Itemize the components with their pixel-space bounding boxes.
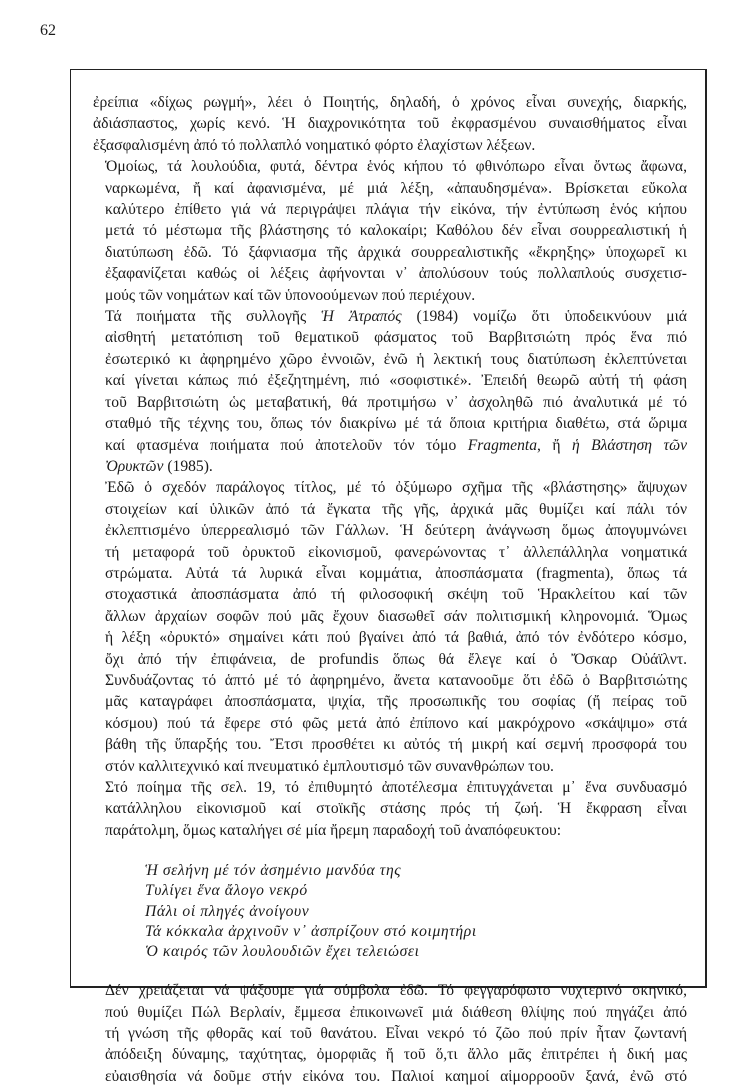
text-line: Τά ποιήματα τῆς συλλογῆς Ἡ Ἀτραπός (1984) νομίζω ὅτι ὑποδεικνύουν μιά — [105, 308, 687, 326]
closing-paragraph — [93, 980, 687, 1087]
text-line: διατύπωση ἐδῶ. Τό ξάφνιασμα τῆς ἀρχικά σουρρεαλιστικῆς «ἔκρηξης» ὑποχωρεῖ κι — [105, 243, 687, 261]
text-line: εὐαισθησία νά δοῦμε στήν εἰκόνα του. Παλιοί καημοί αἱμορροοῦν ξανά, ἐνῶ στό — [105, 1067, 687, 1085]
text-line: καλύτερο ἐπίθετο γιά νά περιγράψει πλάγια τήν εἰκόνα, τήν ἐντύπωση ἑνός κήπου — [105, 201, 687, 219]
text-line: Ὀρυκτῶν (1985). — [105, 457, 213, 475]
text-line: ἄλλων ἀρχαίων σοφῶν πού μᾶς ἔχουν διασωθεῖ σάν πολιτισμική κληρονομιά. Ὅμως — [105, 607, 687, 625]
italic-title: Fragmenta — [467, 436, 537, 454]
text-line: στοχαστικά ἀποσπάσματα ἀπό τή φιλοσοφική σκέψη τοῦ Ἡρακλείτου καί τῶν — [105, 586, 687, 604]
text-line: ἐξασφαλισμένη ἀπό τό πολλαπλό νοηματικό φόρτο ἐλαχίστων λέξεων. — [93, 136, 536, 154]
text-line: ἀπόδειξη δύναμης, ταχύτητας, ὀμορφιᾶς ἤ τοῦ ὅ,τι ἄλλο μᾶς ἐπιτρέπει ἡ δική μας — [105, 1046, 687, 1064]
text-line: μετά τό μέστωμα τῆς βλάστησης τό καλοκαίρι; Καθόλου δέν εἶναι σουρρεαλιστική ἡ — [105, 222, 687, 240]
text-line: στοιχείων καί ὑλικῶν ἀπό τά ἔγκατα τῆς γῆς, ἀρχικά μᾶς θυμίζει καί πάλι τόν — [105, 500, 687, 518]
paragraph — [93, 777, 687, 841]
page-body — [93, 92, 687, 1087]
text-line: μούς τῶν νοημάτων καί τῶν ὑπονοούμενων πού περιέχουν. — [105, 286, 476, 304]
text-line: Ἐδῶ ὁ σχεδόν παράλογος τίτλος, μέ τό ὀξύμωρο σχῆμα τῆς «βλάστησης» ἄψυχων — [105, 479, 687, 497]
text-line: ὄχι ἀπό τήν ἐπιφάνεια, de profundis ὅπως θά ἔλεγε καί ὁ Ὄσκαρ Οὐάϊλντ. — [105, 650, 687, 668]
text-line: αἰσθητή μετατόπιση τοῦ θεματικοῦ φάσματος τοῦ Βαρβιτσιώτη πρός ἕνα πιό — [105, 329, 687, 347]
italic-title: ἡ Βλάστηση τῶν — [571, 436, 687, 454]
text-line: τή γνώση τῆς φθορᾶς καί τοῦ θανάτου. Εἶναι νεκρό τό ζῶο πού πρίν ἦταν ζωντανή — [105, 1025, 687, 1043]
text-line: Συνδυάζοντας τό ἁπτό μέ τό ἀφηρημένο, ἄνετα κατανοοῦμε ὅτι ἐδῶ ὁ Βαρβιτσιώτης — [105, 671, 687, 689]
text-line: στόν καλλιτεχνικό καί πνευματικό ἐμπλουτισμό τῶν συνανθρώπων του. — [105, 757, 554, 775]
text-line: πού θυμίζει Πώλ Βερλαίν, ἔμμεσα ἐπικοινωνεῖ μιά διάθεση θλίψης πού πηγάζει ἀπό — [105, 1003, 687, 1021]
paragraph — [93, 156, 687, 306]
poem-quotation — [145, 861, 687, 962]
italic-title: Ὀρυκτῶν — [105, 457, 164, 475]
page-number: 62 — [40, 22, 56, 39]
text-line: μᾶς καταγράφει ἀποσπάσματα, ψιχία, τῆς προσωπικῆς του σοφίας (ἤ πείρας τοῦ — [105, 693, 687, 711]
text-line: στρώματα. Αὐτά τά λυρικά εἶναι κομμάτια, ἀποσπάσματα (fragmenta), ὅπως τά — [105, 564, 687, 582]
text-line: Δέν χρειάζεται νά ψάξουμε γιά σύμβολα ἐδῶ. Τό φεγγαρόφωτο νυχτερινό σκηνικό, — [105, 982, 687, 1000]
text-line: ἐρείπια «δίχως ρωγμή», λέει ὁ Ποιητής, δηλαδή, ὁ χρόνος εἶναι συνεχής, διαρκής, — [93, 94, 687, 111]
text-line: καί γίνεται κάπως πιό ἐξεζητημένη, πιό «σοφιστικέ». Ἐπειδή θεωρῶ αὐτή τή φάση — [105, 372, 687, 390]
text-line: βάθη τῆς ὕπαρξής του. Ἔτσι προσθέτει κι αὐτός τή μικρή καί σεμνή προσφορά του — [105, 736, 687, 754]
text-line: ἐκλεπτισμένο ὑπερρεαλισμό τῶν Γάλλων. Ἡ δεύτερη ἀνάγνωση ὅμως ἀπογυμνώνει — [105, 522, 687, 540]
text-line: ἐσωτερικό κι ἀφηρημένο χῶρο ἐννοιῶν, ἐνῶ ἡ λεκτική τους διατύπωση ἐκλεπτύνεται — [105, 350, 687, 368]
text-line: σταθμό τῆς τέχνης του, ὅπως τόν διακρίνω μέ τά ὅποια κριτήρια διαθέτω, στά ὥριμα — [105, 415, 687, 433]
text-line: παράτολμη, ὅμως καταλήγει σέ μία ἤρεμη παραδοχή τοῦ ἀναπόφευκτου: — [105, 821, 562, 839]
text-line: κόσμου) πού τά ἔφερε στό φῶς μετά ἀπό ἐπίπονο καί μακρόχρονο «σκάψιμο» στά — [105, 714, 687, 732]
text-line: καί φτασμένα ποιήματα πού ἀποτελοῦν τόν τόμο Fragmenta, ἤ ἡ Βλάστηση τῶν — [105, 436, 687, 454]
poem-verse: Πάλι οἱ πληγές ἀνοίγουν — [145, 902, 310, 920]
text-line: ναρκωμένα, ἤ καί ἀφανισμένα, μέ μιά λέξη, «ἀπαυδησμένα». Βρίσκεται εὔκολα — [105, 179, 687, 197]
text-line: Ὁμοίως, τά λουλούδια, φυτά, δέντρα ἑνός κήπου τό φθινόπωρο εἶναι ὄντως ἄφωνα, — [105, 158, 687, 176]
paragraph — [93, 92, 687, 156]
text-line: τή μεταφορά τοῦ ὀρυκτοῦ εἰκονισμοῦ, φανερώνοντας τ᾽ ἀλλεπάλληλα νοηματικά — [105, 543, 687, 561]
text-line: κατάλληλου εἰκονισμοῦ καί στοϊκῆς στάσης πρός τή ζωή. Ἡ ἔκφραση εἶναι — [105, 800, 687, 818]
paragraph — [93, 306, 687, 477]
paragraph — [93, 477, 687, 777]
poem-verse: Ἡ σελήνη μέ τόν ἀσημένιο μανδύα της — [145, 862, 402, 880]
text-line: Στό ποίημα τῆς σελ. 19, τό ἐπιθυμητό ἀποτέλεσμα ἐπιτυγχάνεται μ᾽ ἕνα συνδυασμό — [105, 779, 687, 796]
italic-title: Ἡ Ἀτραπός — [321, 308, 402, 326]
poem-verse: Τά κόκκαλα ἀρχινοῦν ν᾽ ἀσπρίζουν στό κοιμητήρι — [145, 922, 477, 940]
text-line: τοῦ Βαρβιτσιώτη ὡς μεταβατική, θά προτιμήσω ν᾽ ἀσχοληθῶ πιό ἀναλυτικά μέ τό — [105, 393, 687, 411]
poem-verse: Τυλίγει ἕνα ἄλογο νεκρό — [145, 882, 308, 900]
poem-verse: Ὁ καιρός τῶν λουλουδιῶν ἔχει τελειώσει — [145, 943, 420, 961]
text-line: ἡ λέξη «ὀρυκτό» σημαίνει κάτι πού βγαίνει ἀπό τά βαθιά, ἀπό τόν ἐνδότερο κόσμο, — [105, 629, 687, 647]
body-paragraphs — [93, 92, 687, 841]
text-line: ἀδιάσπαστος, χωρίς κενό. Ἡ διαχρονικότητα τοῦ ἐκφρασμένου συναισθήματος εἶναι — [93, 115, 687, 133]
text-line: ἐξαφανίζεται καθώς οἱ λέξεις ἀφήνονται ν᾽ ἀπολύσουν τούς πολλαπλούς συσχετισ- — [105, 265, 687, 283]
paragraph — [93, 980, 687, 1087]
